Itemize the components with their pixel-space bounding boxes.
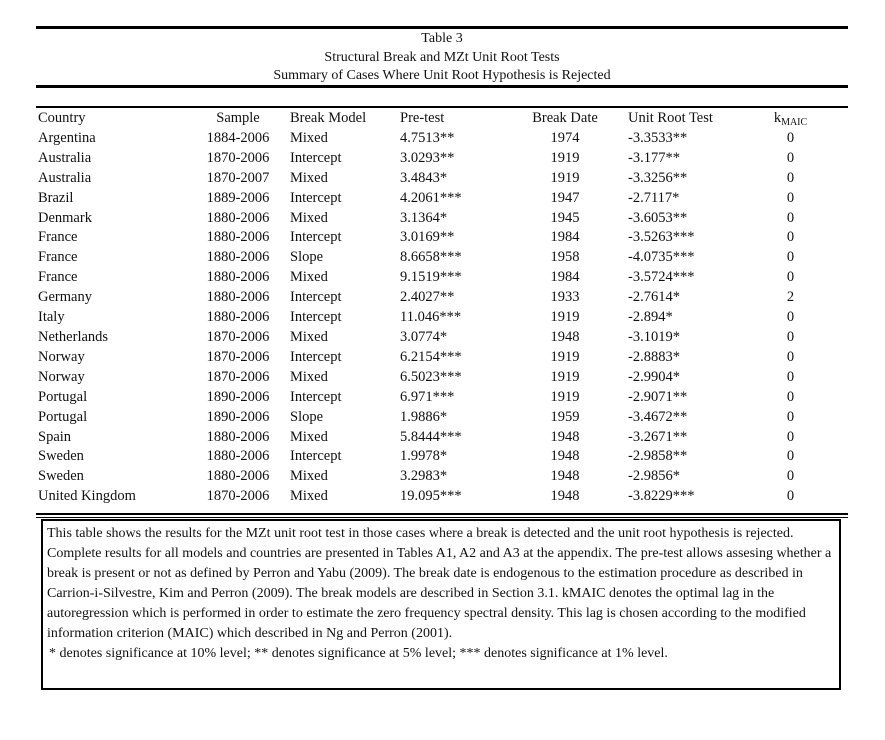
cell-break-model: Intercept	[290, 448, 342, 465]
cell-unit-root-test: -2.9856*	[628, 468, 680, 485]
table-title: Structural Break and MZt Unit Root Tests	[324, 49, 560, 65]
header-k-sub: MAIC	[781, 117, 808, 128]
header-k-maic	[763, 109, 818, 129]
table-row	[38, 308, 818, 328]
cell-break-date: 1948	[550, 328, 580, 345]
cell-k-maic: 0	[786, 328, 795, 345]
header-break-model: Break Model	[290, 110, 367, 126]
cell-country: Sweden	[38, 468, 84, 485]
cell-break-date: 1919	[550, 368, 580, 385]
cell-country: Denmark	[38, 209, 92, 226]
cell-pretest: 6.2154***	[400, 348, 462, 365]
cell-unit-root-test: -3.177**	[628, 149, 680, 166]
cell-break-model: Mixed	[290, 328, 328, 345]
cell-k-maic: 0	[786, 129, 795, 146]
cell-country: United Kingdom	[38, 488, 136, 505]
cell-k-maic: 0	[786, 488, 795, 505]
cell-break-date: 1984	[550, 229, 580, 246]
cell-pretest: 3.1364*	[400, 209, 448, 226]
cell-pretest: 4.2061***	[400, 189, 462, 206]
cell-k-maic: 0	[786, 468, 795, 485]
cell-sample: 1890-2006	[206, 408, 270, 425]
table-row	[38, 189, 818, 209]
header-rule	[36, 106, 848, 108]
table-note: This table shows the results for the MZt unit root test in those cases where a break is detected and the unit root hypothesis is rejected. Complete results for all models and countries are presented in Tables A1, A2 and A3 at the appendix. The pre-test allows assesing whether a break is present or not as defined by Perron and Yabu (2009). The break date is endogenous to the estimation procedure as described in Carrion-i-Silvestre, Kim and Perron (2009). The break models are described in Section 3.1. kMAIC denotes the optimal lag in the autoregression which is performed in order to estimate the zero frequency spectral density. This lag is chosen according to the modified information criterion (MAIC) which described in Ng and Perron (2001).	[47, 526, 832, 641]
cell-k-maic: 0	[786, 149, 795, 166]
table-number: Table 3	[421, 31, 463, 46]
cell-pretest: 1.9886*	[400, 408, 448, 425]
table-row	[38, 428, 818, 448]
bottom-rule	[36, 513, 848, 515]
cell-unit-root-test: -2.7614*	[628, 289, 680, 306]
cell-unit-root-test: -3.5724***	[628, 269, 695, 286]
cell-break-model: Intercept	[290, 189, 342, 206]
top-rule	[36, 26, 848, 29]
cell-sample: 1880-2006	[206, 448, 270, 465]
table-row	[38, 209, 818, 229]
table-body	[38, 129, 818, 507]
cell-sample: 1880-2006	[206, 428, 270, 445]
cell-unit-root-test: -3.3533**	[628, 129, 688, 146]
table-row	[38, 328, 818, 348]
cell-unit-root-test: -3.1019*	[628, 328, 680, 345]
cell-break-date: 1919	[550, 309, 580, 326]
cell-pretest: 11.046***	[400, 309, 462, 326]
cell-break-model: Intercept	[290, 229, 342, 246]
cell-pretest: 2.4027**	[400, 289, 455, 306]
table-notes-box	[41, 519, 841, 690]
cell-break-date: 1948	[550, 468, 580, 485]
cell-unit-root-test: -3.2671**	[628, 428, 688, 445]
cell-k-maic: 0	[786, 348, 795, 365]
cell-break-model: Mixed	[290, 209, 328, 226]
cell-sample: 1870-2006	[206, 149, 270, 166]
cell-country: France	[38, 249, 78, 266]
bottom-rule-thin	[36, 517, 848, 518]
cell-break-model: Intercept	[290, 309, 342, 326]
cell-country: Portugal	[38, 388, 88, 405]
cell-break-model: Intercept	[290, 289, 342, 306]
cell-unit-root-test: -2.9071**	[628, 388, 688, 405]
cell-country: Italy	[38, 309, 65, 326]
cell-break-model: Mixed	[290, 468, 328, 485]
table-row	[38, 129, 818, 149]
cell-pretest: 3.0169**	[400, 229, 455, 246]
table-row	[38, 288, 818, 308]
cell-pretest: 4.7513**	[400, 129, 455, 146]
cell-unit-root-test: -2.894*	[628, 309, 673, 326]
cell-sample: 1880-2006	[206, 468, 270, 485]
header-pretest: Pre-test	[400, 110, 445, 126]
cell-k-maic: 0	[786, 209, 795, 226]
cell-pretest: 3.2983*	[400, 468, 448, 485]
header-unit-root-test: Unit Root Test	[628, 110, 713, 126]
cell-break-date: 1958	[550, 249, 580, 266]
cell-k-maic: 0	[786, 169, 795, 186]
cell-country: Netherlands	[38, 328, 109, 345]
cell-break-date: 1948	[550, 488, 580, 505]
cell-unit-root-test: -2.7117*	[628, 189, 680, 206]
cell-sample: 1889-2006	[206, 189, 270, 206]
cell-sample: 1880-2006	[206, 249, 270, 266]
cell-unit-root-test: -3.4672**	[628, 408, 688, 425]
cell-break-model: Slope	[290, 249, 324, 266]
cell-pretest: 6.5023***	[400, 368, 462, 385]
cell-break-model: Mixed	[290, 169, 328, 186]
header-row	[38, 109, 818, 129]
cell-country: Norway	[38, 348, 85, 365]
cell-country: Spain	[38, 428, 72, 445]
cell-break-date: 1933	[550, 289, 580, 306]
table-row	[38, 467, 818, 487]
cell-break-model: Mixed	[290, 428, 328, 445]
cell-k-maic: 0	[786, 249, 795, 266]
table-row	[38, 408, 818, 428]
cell-country: France	[38, 269, 78, 286]
cell-k-maic: 0	[786, 269, 795, 286]
cell-sample: 1870-2007	[206, 169, 270, 186]
cell-k-maic: 0	[786, 309, 795, 326]
cell-unit-root-test: -2.9904*	[628, 368, 680, 385]
cell-break-date: 1948	[550, 428, 580, 445]
cell-pretest: 3.4843*	[400, 169, 448, 186]
table-caption	[36, 30, 848, 86]
cell-sample: 1880-2006	[206, 309, 270, 326]
cell-pretest: 8.6658***	[400, 249, 462, 266]
cell-pretest: 19.095***	[400, 488, 462, 505]
cell-unit-root-test: -3.3256**	[628, 169, 688, 186]
table-row	[38, 368, 818, 388]
cell-break-model: Mixed	[290, 488, 328, 505]
cell-k-maic: 0	[786, 388, 795, 405]
cell-country: France	[38, 229, 78, 246]
table-row	[38, 169, 818, 189]
cell-sample: 1880-2006	[206, 209, 270, 226]
cell-pretest: 1.9978*	[400, 448, 448, 465]
cell-pretest: 6.971***	[400, 388, 455, 405]
significance-note: * denotes significance at 10% level; ** denotes significance at 5% level; *** denotes significance at 1% level.	[49, 646, 668, 661]
cell-break-date: 1919	[550, 388, 580, 405]
cell-country: Norway	[38, 368, 85, 385]
cell-pretest: 3.0293**	[400, 149, 455, 166]
cell-break-date: 1919	[550, 149, 580, 166]
header-k-main: k	[773, 110, 782, 126]
cell-sample: 1870-2006	[206, 368, 270, 385]
table-subtitle: Summary of Cases Where Unit Root Hypothesis is Rejected	[273, 68, 611, 83]
cell-sample: 1884-2006	[206, 129, 270, 146]
cell-country: Portugal	[38, 408, 88, 425]
cell-unit-root-test: -2.9858**	[628, 448, 688, 465]
cell-unit-root-test: -4.0735***	[628, 249, 695, 266]
cell-sample: 1870-2006	[206, 488, 270, 505]
cell-break-date: 1984	[550, 269, 580, 286]
table-row	[38, 447, 818, 467]
cell-sample: 1890-2006	[206, 388, 270, 405]
header-country: Country	[38, 110, 86, 126]
table-row	[38, 268, 818, 288]
cell-sample: 1880-2006	[206, 269, 270, 286]
cell-country: Australia	[38, 149, 92, 166]
cell-break-date: 1947	[550, 189, 580, 206]
table-row	[38, 149, 818, 169]
cell-break-model: Mixed	[290, 269, 328, 286]
table-row	[38, 487, 818, 507]
cell-country: Brazil	[38, 189, 74, 206]
cell-sample: 1880-2006	[206, 289, 270, 306]
cell-break-model: Intercept	[290, 348, 342, 365]
header-break-date: Break Date	[532, 110, 598, 126]
cell-unit-root-test: -3.6053**	[628, 209, 688, 226]
cell-country: Germany	[38, 289, 92, 306]
cell-sample: 1870-2006	[206, 348, 270, 365]
table-row	[38, 388, 818, 408]
cell-k-maic: 2	[786, 289, 795, 306]
cell-sample: 1880-2006	[206, 229, 270, 246]
header-sample: Sample	[216, 110, 260, 126]
cell-sample: 1870-2006	[206, 328, 270, 345]
cell-break-model: Intercept	[290, 388, 342, 405]
cell-country: Australia	[38, 169, 92, 186]
cell-break-date: 1974	[550, 129, 580, 146]
cell-break-model: Intercept	[290, 149, 342, 166]
cell-break-model: Mixed	[290, 368, 328, 385]
cell-break-date: 1919	[550, 169, 580, 186]
cell-pretest: 5.8444***	[400, 428, 462, 445]
cell-k-maic: 0	[786, 428, 795, 445]
cell-k-maic: 0	[786, 408, 795, 425]
cell-k-maic: 0	[786, 189, 795, 206]
table-row	[38, 228, 818, 248]
cell-break-model: Slope	[290, 408, 324, 425]
results-table	[38, 109, 818, 507]
table-row	[38, 348, 818, 368]
cell-break-date: 1959	[550, 408, 580, 425]
cell-pretest: 3.0774*	[400, 328, 448, 345]
cell-k-maic: 0	[786, 368, 795, 385]
cell-country: Sweden	[38, 448, 84, 465]
cell-break-date: 1948	[550, 448, 580, 465]
cell-break-date: 1945	[550, 209, 580, 226]
caption-rule	[36, 85, 848, 88]
cell-unit-root-test: -3.5263***	[628, 229, 695, 246]
table-row	[38, 248, 818, 268]
cell-unit-root-test: -3.8229***	[628, 488, 695, 505]
cell-break-model: Mixed	[290, 129, 328, 146]
cell-break-date: 1919	[550, 348, 580, 365]
cell-country: Argentina	[38, 129, 96, 146]
cell-k-maic: 0	[786, 448, 795, 465]
cell-pretest: 9.1519***	[400, 269, 462, 286]
cell-unit-root-test: -2.8883*	[628, 348, 680, 365]
cell-k-maic: 0	[786, 229, 795, 246]
